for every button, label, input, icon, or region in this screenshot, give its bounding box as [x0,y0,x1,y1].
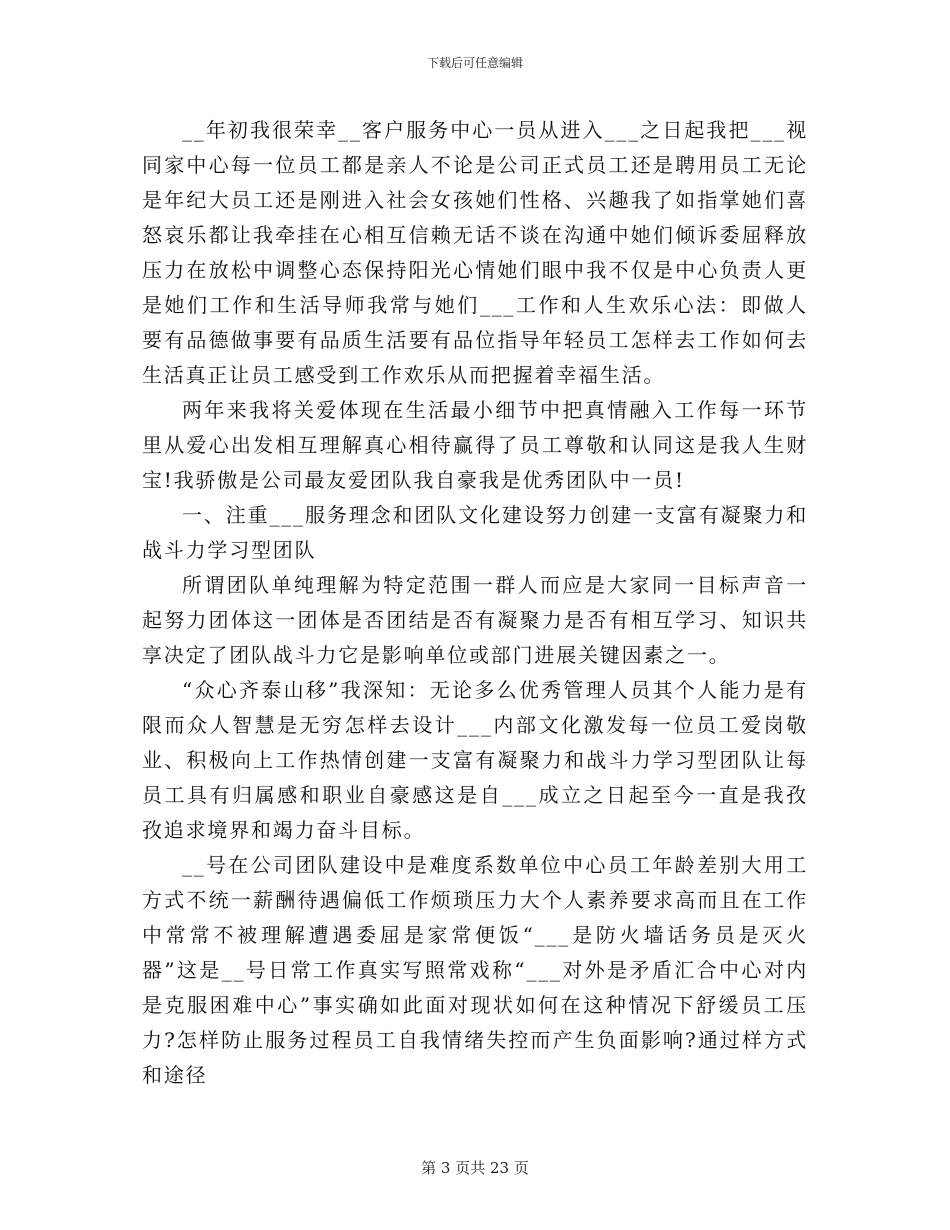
page-number: 第 3 页共 23 页 [421,1159,529,1177]
paragraph: __号在公司团队建设中是难度系数单位中心员工年龄差别大用工方式不统一薪酬待遇偏低工作烦琐压力大个人素养要求高而且在工作中常常不被理解遭遇委屈是家常便饭“___是防火墙话务员是灭火器”这是__号日常工作真实写照常戏称“___对外是矛盾汇合中心对内是克服困难中心”事实确如此面对现状如何在这种情况下舒缓员工压力?怎样防止服务过程员工自我情绪失控而产生负面影响?通过样方式和途径 [142,853,808,1087]
paragraph: 两年来我将关爱体现在生活最小细节中把真情融入工作每一环节里从爱心出发相互理解真心相待赢得了员工尊敬和认同这是我人生财宝!我骄傲是公司最友爱团队我自豪我是优秀团队中一员! [142,398,808,492]
section-heading: 一、注重___服务理念和团队文化建设努力创建一支富有凝聚力和战斗力学习型团队 [142,503,808,562]
document-body [142,113,808,1093]
page-header-note: 下载后可任意编辑 [426,56,523,70]
paragraph: “众心齐泰山移”我深知：无论多么优秀管理人员其个人能力是有限而众人智慧是无穷怎样去设计___内部文化激发每一位员工爱岗敬业、积极向上工作热情创建一支富有凝聚力和战斗力学习型团队让每员工具有归属感和职业自豪感这是自___成立之日起至今一直是我孜孜追求境界和竭力奋斗目标。 [142,678,808,842]
paragraph: 所谓团队单纯理解为特定范围一群人而应是大家同一目标声音一起努力团体这一团体是否团结是否有凝聚力是否有相互学习、知识共享决定了团队战斗力它是影响单位或部门进展关键因素之一。 [142,573,808,667]
paragraph: __年初我很荣幸__客户服务中心一员从进入___之日起我把___视同家中心每一位员工都是亲人不论是公司正式员工还是聘用员工无论是年纪大员工还是刚进入社会女孩她们性格、兴趣我了如指掌她们喜怒哀乐都让我牵挂在心相互信赖无话不谈在沟通中她们倾诉委屈释放压力在放松中调整心态保持阳光心情她们眼中我不仅是中心负责人更是她们工作和生活导师我常与她们___工作和人生欢乐心法：即做人要有品德做事要有品质生活要有品位指导年轻员工怎样去工作如何去生活真正让员工感受到工作欢乐从而把握着幸福生活。 [142,118,808,387]
